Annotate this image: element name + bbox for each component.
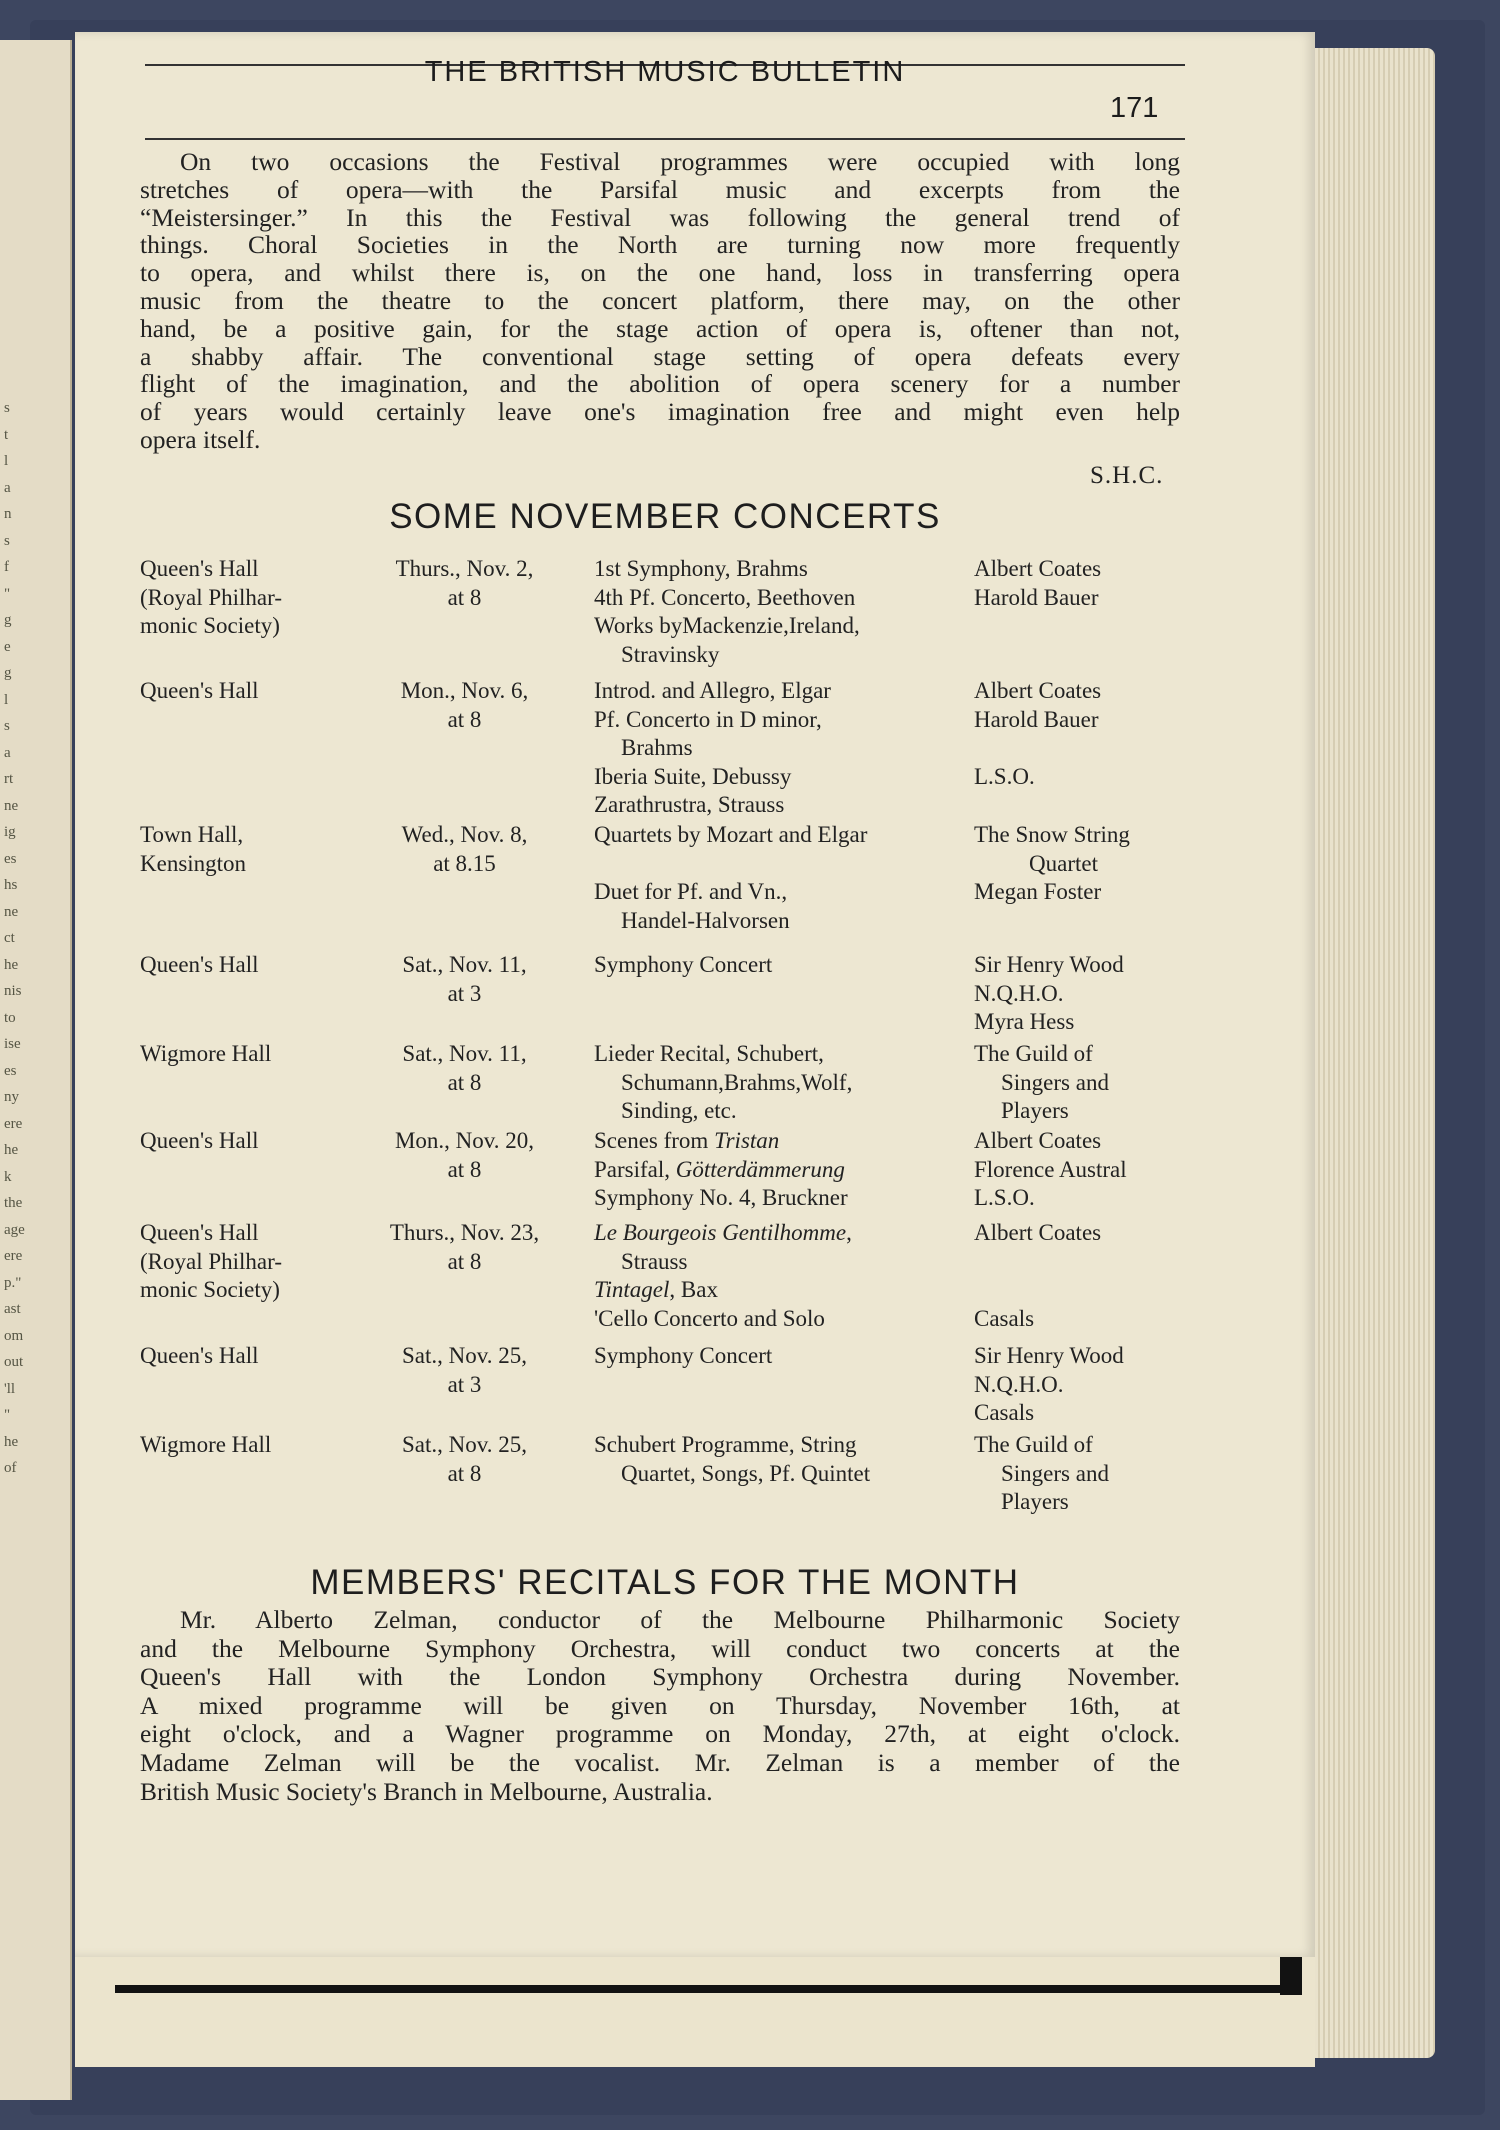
concert-venue-line: Queen's Hall bbox=[140, 952, 259, 977]
concert-date bbox=[362, 1040, 567, 1097]
facing-page-fragment: ast bbox=[4, 1301, 21, 1317]
text-line: and the Melbourne Symphony Orchestra, will conduct two concerts at the bbox=[140, 1633, 1180, 1663]
concert-programme-line: Tintagel, Bax bbox=[594, 1277, 718, 1302]
concert-date-line: Thurs., Nov. 2, bbox=[395, 556, 534, 581]
concert-programme-line: Symphony Concert bbox=[594, 952, 773, 977]
concert-date-line: Mon., Nov. 20, bbox=[394, 1128, 535, 1153]
concert-programme-line: Scenes from Tristan bbox=[594, 1128, 780, 1153]
concert-performers bbox=[974, 951, 1189, 1037]
concert-performers-line: The Guild of bbox=[974, 1041, 1093, 1066]
facing-page-fragment: f bbox=[4, 559, 9, 575]
concert-venue-line: (Royal Philhar- bbox=[140, 584, 282, 610]
text-line: A mixed programme will be given on Thursday, November 16th, at bbox=[140, 1690, 1180, 1720]
text-line: things. Choral Societies in the North are turning now more frequently bbox=[140, 230, 1180, 260]
concert-programme bbox=[594, 1219, 954, 1333]
concert-performers bbox=[974, 555, 1189, 612]
concert-date-line: at 3 bbox=[447, 1371, 482, 1397]
facing-page-fragment: hs bbox=[4, 877, 18, 893]
concert-performers-line: Albert Coates bbox=[974, 1220, 1102, 1245]
binding-rule bbox=[115, 1985, 1295, 1993]
concert-programme-line: Quartet, Songs, Pf. Quintet bbox=[621, 1460, 871, 1486]
concert-date-line: at 8 bbox=[447, 1460, 482, 1486]
concert-programme-line: Duet for Pf. and Vn., bbox=[594, 879, 788, 904]
concert-performers-line bbox=[974, 734, 1189, 763]
concert-performers-line: Casals bbox=[974, 1305, 1035, 1331]
running-title: THE BRITISH MUSIC BULLETIN bbox=[424, 56, 906, 88]
concert-venue bbox=[140, 1040, 340, 1069]
concert-date-line: Sat., Nov. 25, bbox=[401, 1343, 527, 1368]
concert-date-line: Thurs., Nov. 23, bbox=[389, 1220, 540, 1245]
facing-page-fragment: e bbox=[4, 638, 11, 655]
text-line: British Music Society's Branch in Melbourne, Australia. bbox=[140, 1776, 713, 1806]
text-line: to opera, and whilst there is, on the one hand, loss in transferring opera bbox=[140, 258, 1180, 288]
facing-page-fragment: p." bbox=[4, 1274, 22, 1291]
text-line: Mr. Alberto Zelman, conductor of the Melbourne Philharmonic Society bbox=[180, 1605, 1180, 1634]
concert-performers-line: The Guild of bbox=[974, 1432, 1093, 1457]
concert-programme bbox=[594, 951, 954, 980]
concert-performers-line: Players bbox=[1001, 1489, 1069, 1514]
facing-page-fragment: om bbox=[4, 1327, 24, 1344]
concert-venue-line: monic Society) bbox=[140, 613, 280, 638]
header-bottom-rule bbox=[145, 138, 1185, 140]
facing-page-fragment: " bbox=[4, 1407, 11, 1423]
concert-venue-line: (Royal Philhar- bbox=[140, 1248, 282, 1274]
concert-performers-line bbox=[974, 1276, 1189, 1305]
facing-page-fragment: to bbox=[4, 1009, 16, 1026]
concert-performers-line: L.S.O. bbox=[974, 763, 1035, 789]
facing-page-fragment: es bbox=[4, 850, 17, 867]
facing-page-fragment: k bbox=[4, 1168, 12, 1185]
page-number: 171 bbox=[1110, 92, 1159, 124]
concert-venue bbox=[140, 1431, 340, 1460]
recitals-text bbox=[140, 1606, 1180, 1806]
text-line: flight of the imagination, and the abolition of opera scenery for a number bbox=[140, 369, 1180, 399]
page-edges bbox=[1315, 48, 1435, 2058]
concert-programme bbox=[594, 1431, 954, 1488]
facing-page-fragment: l bbox=[4, 453, 9, 469]
text-line: music from the theatre to the concert platform, there may, on the other bbox=[140, 285, 1180, 315]
concert-performers bbox=[974, 821, 1189, 907]
concert-venue-line: Queen's Hall bbox=[140, 1128, 259, 1153]
concert-programme-line: Symphony Concert bbox=[594, 1343, 773, 1368]
concert-performers-line: Florence Austral bbox=[974, 1156, 1127, 1182]
facing-page-fragment: g bbox=[4, 612, 12, 628]
concert-programme-line: Introd. and Allegro, Elgar bbox=[594, 678, 831, 703]
concert-programme bbox=[594, 1127, 954, 1213]
concert-date bbox=[362, 1219, 567, 1276]
concert-performers-line: Players bbox=[1001, 1098, 1069, 1123]
concert-performers bbox=[974, 1219, 1189, 1333]
concert-venue bbox=[140, 1127, 340, 1156]
concert-programme-line: 1st Symphony, Brahms bbox=[594, 556, 808, 581]
concert-programme-line: Pf. Concerto in D minor, bbox=[594, 706, 822, 732]
concert-venue-line: Queen's Hall bbox=[140, 1220, 259, 1245]
concert-programme-line: Zarathrustra, Strauss bbox=[594, 792, 785, 817]
facing-page-fragment: ere bbox=[4, 1248, 23, 1264]
concert-performers-line: Albert Coates bbox=[974, 1128, 1102, 1153]
text-line: Madame Zelman will be the vocalist. Mr. Zelman is a member of the bbox=[140, 1747, 1180, 1777]
facing-page-fragment: 'll bbox=[4, 1380, 16, 1397]
concert-date-line: at 8 bbox=[447, 1069, 482, 1095]
concert-performers-line: The Snow String bbox=[974, 822, 1130, 847]
concert-programme-line: Iberia Suite, Debussy bbox=[594, 763, 792, 789]
concert-venue bbox=[140, 821, 340, 878]
concert-date-line: Sat., Nov. 25, bbox=[401, 1432, 527, 1457]
facing-page-fragment: a bbox=[4, 479, 11, 496]
concert-performers-line: Albert Coates bbox=[974, 556, 1102, 581]
concert-date-line: at 8 bbox=[447, 1156, 482, 1182]
concert-programme-line: Le Bourgeois Gentilhomme, bbox=[594, 1220, 852, 1245]
concert-date-line: at 3 bbox=[447, 980, 482, 1006]
facing-page-fragment: " bbox=[4, 585, 11, 602]
text-line: eight o'clock, and a Wagner programme on Monday, 27th, at eight o'clock. bbox=[140, 1719, 1180, 1749]
concert-venue-line: Wigmore Hall bbox=[140, 1432, 272, 1457]
text-line: of years would certainly leave one's imagination free and might even help bbox=[140, 397, 1180, 427]
concert-performers-line: Casals bbox=[974, 1400, 1035, 1425]
concert-programme-line bbox=[594, 850, 954, 879]
facing-page bbox=[0, 40, 72, 2100]
concert-programme-line: Works byMackenzie,Ireland, bbox=[594, 613, 860, 638]
concert-date-line: Wed., Nov. 8, bbox=[401, 822, 528, 847]
article-text bbox=[140, 148, 1180, 454]
text-line: stretches of opera—with the Parsifal music and excerpts from the bbox=[140, 174, 1180, 204]
concert-programme bbox=[594, 1040, 954, 1126]
concert-date-line: at 8 bbox=[447, 706, 482, 732]
concert-performers-line: Singers and bbox=[1001, 1069, 1109, 1095]
concert-performers bbox=[974, 677, 1189, 791]
text-line: Queen's Hall with the London Symphony Orchestra during November. bbox=[140, 1662, 1180, 1692]
facing-page-fragment: ne bbox=[4, 797, 19, 814]
facing-page-fragment: s bbox=[4, 532, 10, 549]
concert-venue-line: Kensington bbox=[140, 850, 247, 876]
concert-performers-line: Myra Hess bbox=[974, 1009, 1075, 1034]
concert-performers-line: Harold Bauer bbox=[974, 706, 1099, 732]
article-signature: S.H.C. bbox=[1090, 462, 1164, 489]
concert-venue-line: Queen's Hall bbox=[140, 1343, 259, 1368]
text-line: hand, be a positive gain, for the stage action of opera is, oftener than not, bbox=[140, 313, 1180, 343]
facing-page-fragment: g bbox=[4, 665, 12, 681]
concert-date-line: at 8.15 bbox=[433, 850, 496, 876]
concert-performers-line: Albert Coates bbox=[974, 678, 1102, 703]
concerts-heading: SOME NOVEMBER CONCERTS bbox=[389, 497, 941, 536]
concert-date bbox=[362, 1127, 567, 1184]
concert-date-line: Sat., Nov. 11, bbox=[402, 1041, 527, 1066]
concert-performers-line: N.Q.H.O. bbox=[974, 1371, 1064, 1397]
concert-programme-line: 'Cello Concerto and Solo bbox=[594, 1305, 825, 1331]
facing-page-fragment: ise bbox=[4, 1036, 21, 1052]
facing-page-fragment: s bbox=[4, 718, 10, 734]
concert-venue-line: Queen's Hall bbox=[140, 678, 259, 703]
concert-performers-line: Sir Henry Wood bbox=[974, 1343, 1124, 1368]
concert-venue-line: monic Society) bbox=[140, 1277, 280, 1302]
facing-page-fragment: the bbox=[4, 1195, 23, 1211]
concert-programme bbox=[594, 1342, 954, 1371]
concert-performers bbox=[974, 1342, 1189, 1428]
concert-date-line: Mon., Nov. 6, bbox=[400, 678, 529, 703]
concert-venue bbox=[140, 1342, 340, 1371]
facing-page-fragment: he bbox=[4, 956, 19, 973]
concert-programme-line: Strauss bbox=[621, 1248, 688, 1274]
facing-page-fragment: out bbox=[4, 1354, 24, 1370]
text-line: a shabby affair. The conventional stage setting of opera defeats every bbox=[140, 341, 1180, 371]
concert-performers-line: Megan Foster bbox=[974, 879, 1102, 904]
concert-date-line: Sat., Nov. 11, bbox=[402, 952, 527, 977]
concert-performers-line: Quartet bbox=[1029, 850, 1098, 876]
concert-date bbox=[362, 1431, 567, 1488]
concert-programme-line: Sinding, etc. bbox=[621, 1098, 737, 1123]
facing-page-fragment: nis bbox=[4, 983, 22, 999]
concert-venue bbox=[140, 555, 340, 641]
facing-page-fragment: he bbox=[4, 1142, 19, 1158]
concert-date-line: at 8 bbox=[447, 584, 482, 610]
concert-venue bbox=[140, 951, 340, 980]
concert-performers bbox=[974, 1127, 1189, 1213]
facing-page-fragment: rt bbox=[4, 771, 14, 787]
text-line: opera itself. bbox=[140, 424, 261, 454]
concert-performers bbox=[974, 1040, 1189, 1126]
concert-programme-line: Handel-Halvorsen bbox=[621, 907, 790, 933]
facing-page-fragment: ct bbox=[4, 930, 15, 946]
concert-date bbox=[362, 555, 567, 612]
concert-date bbox=[362, 951, 567, 1008]
concert-performers-line: L.S.O. bbox=[974, 1185, 1035, 1210]
concert-date bbox=[362, 1342, 567, 1399]
concert-programme bbox=[594, 677, 954, 820]
concert-performers-line: Sir Henry Wood bbox=[974, 952, 1124, 977]
facing-page-fragment: es bbox=[4, 1062, 17, 1079]
concert-date-line: at 8 bbox=[447, 1248, 482, 1274]
concert-programme-line: Quartets by Mozart and Elgar bbox=[594, 822, 868, 847]
facing-page-fragment: l bbox=[4, 691, 9, 708]
concert-performers-line: Harold Bauer bbox=[974, 584, 1099, 610]
facing-page-fragment: he bbox=[4, 1433, 19, 1450]
facing-page-fragment: age bbox=[4, 1221, 25, 1238]
concert-performers-line: N.Q.H.O. bbox=[974, 980, 1064, 1006]
concert-venue-line: Queen's Hall bbox=[140, 556, 259, 581]
concert-venue-line: Wigmore Hall bbox=[140, 1041, 272, 1066]
concert-performers bbox=[974, 1431, 1189, 1517]
text-line: On two occasions the Festival programmes were occupied with long bbox=[180, 147, 1180, 176]
concert-venue bbox=[140, 1219, 340, 1305]
concert-programme-line: Schumann,Brahms,Wolf, bbox=[621, 1069, 853, 1095]
concert-venue bbox=[140, 677, 340, 706]
facing-page-fragment: ne bbox=[4, 903, 19, 920]
facing-page-fragment: ig bbox=[4, 824, 16, 840]
text-line: “Meistersinger.” In this the Festival was following the general trend of bbox=[140, 202, 1180, 232]
concert-programme-line: Schubert Programme, String bbox=[594, 1432, 857, 1457]
facing-page-fragment: a bbox=[4, 744, 11, 761]
concert-programme-line: Parsifal, Götterdämmerung bbox=[594, 1156, 845, 1182]
concert-programme-line: 4th Pf. Concerto, Beethoven bbox=[594, 584, 856, 610]
page-bottom-edge bbox=[75, 1957, 1315, 2067]
concert-programme-line: Symphony No. 4, Bruckner bbox=[594, 1185, 848, 1210]
facing-page-fragment: t bbox=[4, 426, 9, 443]
concert-programme bbox=[594, 555, 954, 669]
concert-date bbox=[362, 821, 567, 878]
concert-performers-line: Singers and bbox=[1001, 1460, 1109, 1486]
concert-date bbox=[362, 677, 567, 734]
concert-programme-line: Stravinsky bbox=[621, 641, 720, 667]
facing-page-fragment: ere bbox=[4, 1115, 23, 1132]
concert-venue-line: Town Hall, bbox=[140, 822, 244, 847]
concert-programme-line: Brahms bbox=[621, 735, 693, 760]
concert-programme-line: Lieder Recital, Schubert, bbox=[594, 1041, 824, 1066]
concert-programme bbox=[594, 821, 954, 935]
facing-page-fragment: of bbox=[4, 1460, 17, 1476]
facing-page-fragment: s bbox=[4, 400, 10, 416]
facing-page-fragment: n bbox=[4, 506, 12, 522]
recitals-heading: MEMBERS' RECITALS FOR THE MONTH bbox=[310, 1563, 1020, 1602]
facing-page-fragment: ny bbox=[4, 1089, 19, 1105]
concert-performers-line bbox=[974, 1248, 1189, 1277]
